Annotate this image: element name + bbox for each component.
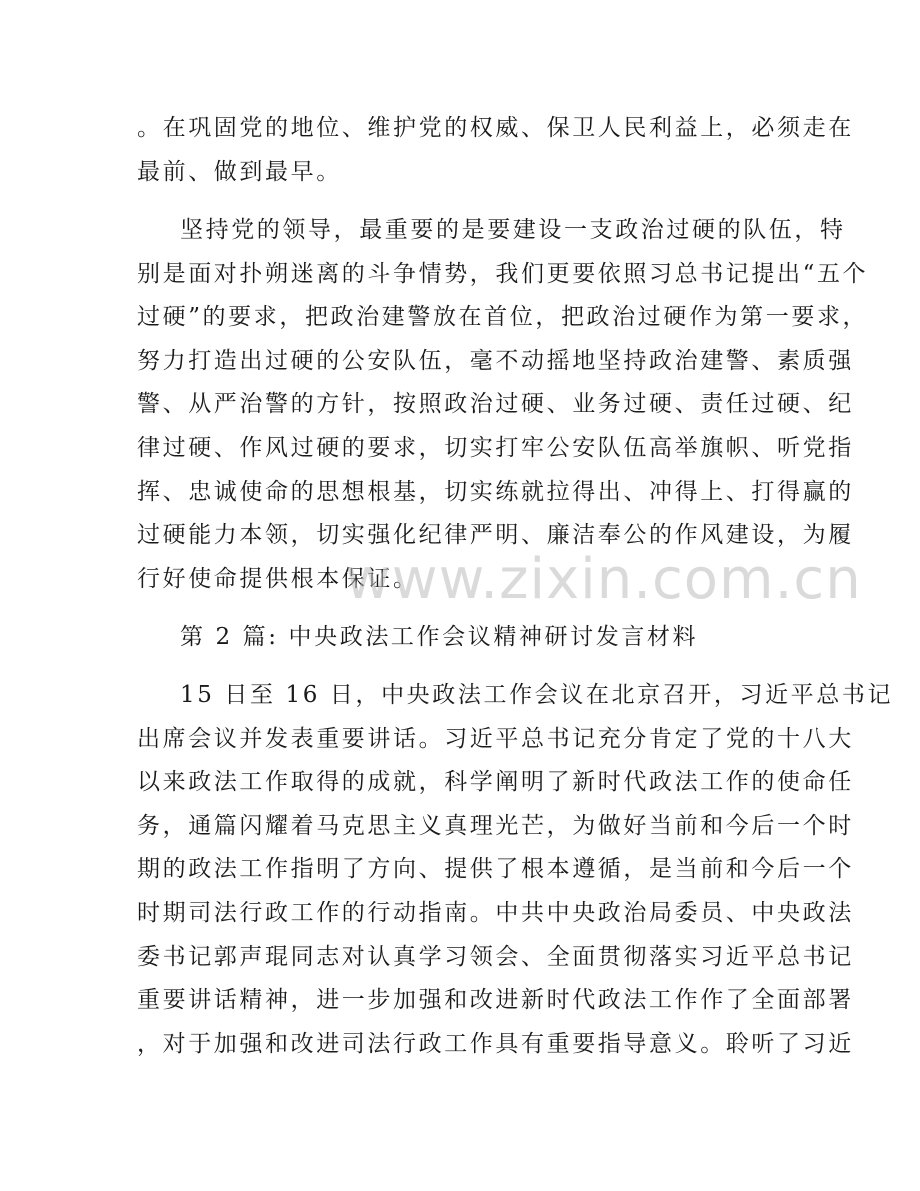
text-line: 行好使命提供根本保证。 (137, 566, 419, 592)
text-line: 努力打造出过硬的公安队伍，毫不动摇地坚持政治建警、素质强 (137, 348, 854, 374)
text-line: 坚持党的领导，最重要的是要建设一支政治过硬的队伍，特 (180, 217, 846, 243)
text-line: 别是面对扑朔迷离的斗争情势，我们更要依照习总书记提出“五个 (137, 261, 869, 287)
text-line: 挥、忠诚使命的思想根基，切实练就拉得出、冲得上、打得赢的 (137, 479, 854, 505)
text-line: 律过硬、作风过硬的要求，切实打牢公安队伍高举旗帜、听党指 (137, 435, 854, 461)
text-line: 15 日至 16 日，中央政法工作会议在北京召开，习近平总书记 (180, 682, 894, 708)
text-line: 务，通篇闪耀着马克思主义真理光芒，为做好当前和今后一个时 (137, 813, 854, 839)
text-line: 出席会议并发表重要讲话。习近平总书记充分肯定了党的十八大 (137, 726, 854, 752)
text-line: 过硬”的要求，把政治建警放在首位，把政治过硬作为第一要求， (137, 304, 869, 330)
text-line: 最前、做到最早。 (137, 159, 342, 185)
text-line: 委书记郭声琨同志对认真学习领会、全面贯彻落实习近平总书记 (137, 944, 854, 970)
text-line: ，对于加强和改进司法行政工作具有重要指导意义。聆听了习近 (137, 1031, 854, 1057)
watermark: www.zixin.com.cn (345, 547, 862, 612)
text-line: 以来政法工作取得的成就，科学阐明了新时代政法工作的使命任 (137, 769, 854, 795)
text-line: 重要讲话精神，进一步加强和改进新时代政法工作作了全面部署 (137, 987, 854, 1013)
text-line: 。在巩固党的地位、维护党的权威、保卫人民利益上，必须走在 (137, 115, 854, 141)
text-line: 期的政法工作指明了方向、提供了根本遵循，是当前和今后一个 (137, 856, 854, 882)
text-line: 过硬能力本领，切实强化纪律严明、廉洁奉公的作风建设，为履 (137, 522, 854, 548)
text-line: 警、从严治警的方针，按照政治过硬、业务过硬、责任过硬、纪 (137, 391, 854, 417)
section-heading: 第 2 篇: 中央政法工作会议精神研讨发言材料 (180, 624, 699, 650)
text-line: 时期司法行政工作的行动指南。中共中央政治局委员、中央政法 (137, 900, 854, 926)
